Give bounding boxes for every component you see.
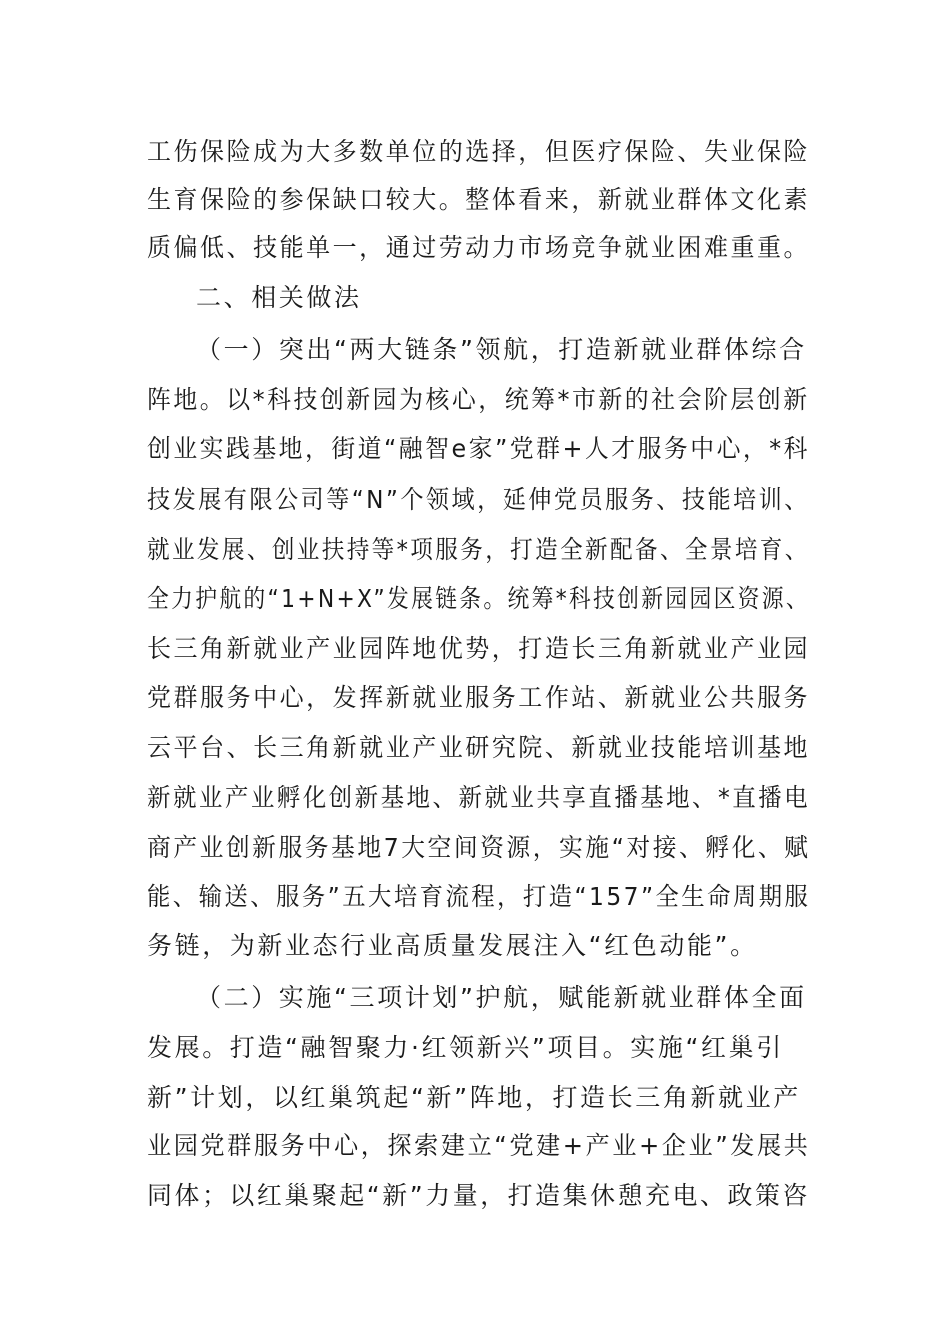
text-line: 新”计划，以红巢筑起“新”阵地，打造长三角新就业产 [147, 1083, 801, 1112]
text-line: 长三角新就业产业园阵地优势，打造长三角新就业产业园 [147, 634, 811, 663]
text-line: 同体；以红巢聚起“新”力量，打造集休憩充电、政策咨 [147, 1181, 810, 1210]
paragraph-heading: （二）实施“三项计划”护航，赋能新就业群体全面 [196, 983, 807, 1012]
text-line: 务链，为新业态行业高质量发展注入“红色动能”。 [147, 931, 758, 960]
text-line: 业园党群服务中心，探索建立“党建+产业+企业”发展共 [147, 1131, 811, 1160]
paragraph-heading: （一）突出“两大链条”领航，打造新就业群体综合 [196, 335, 807, 364]
text-line: 党群服务中心，发挥新就业服务工作站、新就业公共服务 [147, 683, 811, 712]
text-line: 技发展有限公司等“N”个领域，延伸党员服务、技能培训、 [147, 485, 810, 514]
text-line: 商产业创新服务基地7大空间资源，实施“对接、孵化、赋 [147, 833, 811, 862]
text-line: 阵地。以*科技创新园为核心，统筹*市新的社会阶层创新 [147, 385, 810, 414]
text-line: 就业发展、创业扶持等*项服务，打造全新配备、全景培育、 [147, 535, 810, 564]
text-line: 能、输送、服务”五大培育流程，打造“157”全生命周期服 [147, 882, 811, 911]
text-line: 云平台、长三角新就业产业研究院、新就业技能培训基地 [147, 733, 811, 762]
text-line: 生育保险的参保缺口较大。整体看来，新就业群体文化素 [147, 185, 811, 214]
text-line: 创业实践基地，街道“融智e家”党群+人才服务中心，*科 [147, 434, 810, 463]
text-line: 新就业产业孵化创新基地、新就业共享直播基地、*直播电 [147, 783, 811, 812]
text-line: 质偏低、技能单一，通过劳动力市场竞争就业困难重重。 [147, 233, 811, 262]
text-line: 发展。打造“融智聚力·红领新兴”项目。实施“红巢引 [147, 1033, 784, 1062]
section-heading: 二、相关做法 [196, 283, 362, 312]
text-line: 工伤保险成为大多数单位的选择，但医疗保险、失业保险 [147, 137, 811, 166]
text-line: 全力护航的“1+N+X”发展链条。统筹*科技创新园园区资源、 [147, 584, 811, 613]
